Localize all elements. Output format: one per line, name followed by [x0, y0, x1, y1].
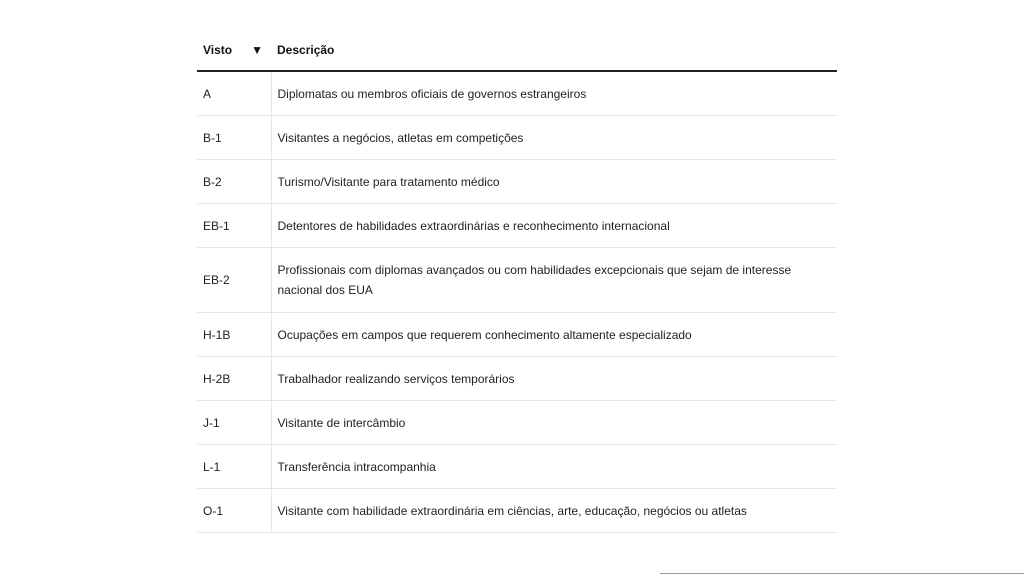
- visa-code-cell: EB-2: [197, 248, 271, 313]
- description-cell: Turismo/Visitante para tratamento médico: [271, 160, 837, 204]
- description-cell: Profissionais com diplomas avançados ou com habilidades excepcionais que sejam de interesse nacional dos EUA: [271, 248, 837, 313]
- visa-code-cell: H-1B: [197, 313, 271, 357]
- visa-code-cell: B-2: [197, 160, 271, 204]
- visa-code-cell: H-2B: [197, 357, 271, 401]
- table-header-row: [197, 30, 837, 71]
- description-cell: Trabalhador realizando serviços temporários: [271, 357, 837, 401]
- visa-code-cell: O-1: [197, 489, 271, 533]
- visa-code-cell: B-1: [197, 116, 271, 160]
- description-cell: Detentores de habilidades extraordinárias e reconhecimento internacional: [271, 204, 837, 248]
- description-header-label: Descrição: [277, 43, 335, 57]
- description-cell: Visitantes a negócios, atletas em competições: [271, 116, 837, 160]
- table-row: [197, 204, 837, 248]
- description-cell: Visitante com habilidade extraordinária em ciências, arte, educação, negócios ou atletas: [271, 489, 837, 533]
- visa-code-cell: J-1: [197, 401, 271, 445]
- table-row: [197, 489, 837, 533]
- description-column-header[interactable]: [271, 30, 837, 71]
- table-row: [197, 445, 837, 489]
- table-row: [197, 160, 837, 204]
- visa-code-cell: EB-1: [197, 204, 271, 248]
- visa-table: [197, 30, 837, 533]
- divider: [660, 573, 1024, 574]
- description-cell: Diplomatas ou membros oficiais de governos estrangeiros: [271, 71, 837, 116]
- table-row: [197, 248, 837, 313]
- visa-code-cell: A: [197, 71, 271, 116]
- table-row: [197, 401, 837, 445]
- visa-header-label: Visto: [203, 43, 233, 57]
- visa-code-cell: L-1: [197, 445, 271, 489]
- table-row: [197, 357, 837, 401]
- description-cell: Visitante de intercâmbio: [271, 401, 837, 445]
- description-cell: Ocupações em campos que requerem conhecimento altamente especializado: [271, 313, 837, 357]
- table-row: [197, 71, 837, 116]
- sort-down-icon[interactable]: ▼: [251, 43, 263, 57]
- description-cell: Transferência intracompanhia: [271, 445, 837, 489]
- visa-column-header[interactable]: [197, 30, 271, 71]
- table-row: [197, 116, 837, 160]
- table-row: [197, 313, 837, 357]
